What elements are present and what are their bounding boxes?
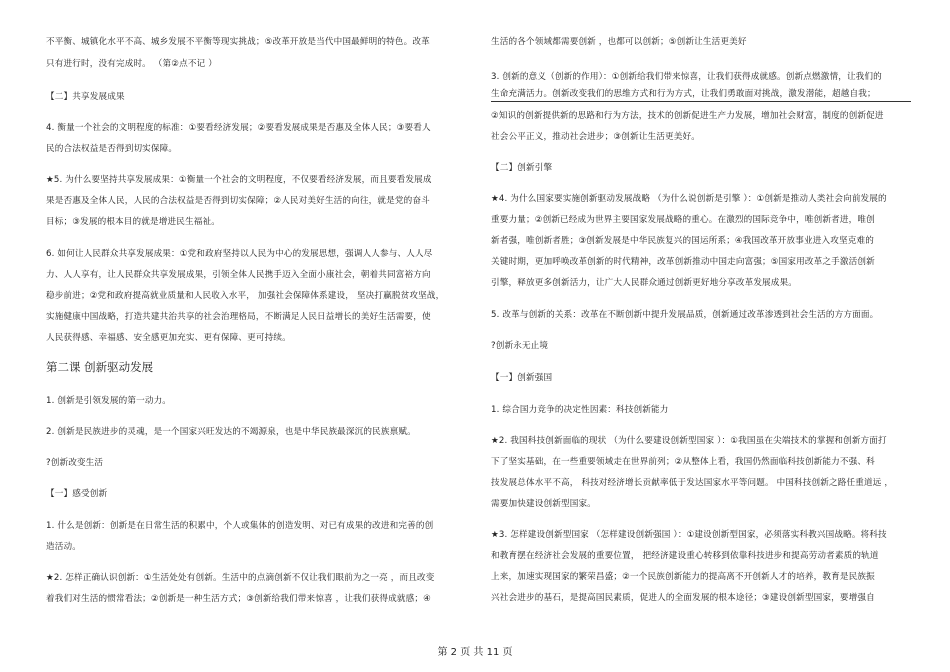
text-line: 4. 衡量一个社会的文明程度的标准：①要看经济发展；②要看发展成果是否惠及全体人民；③要看人 [46, 123, 431, 133]
text-line: ★2. 怎样正确认识创新：①生活处处有创新。生活中的点滴创新不仅让我们眼前为之一亮 ，而且改变 [46, 573, 435, 583]
text-line: 重要力量；②创新已经成为世界主要国家发展战略的重心。在激烈的国际竞争中，唯创新者进，唯创 [491, 215, 875, 225]
text-line: 1. 创新是引领发展的第一动力。 [46, 396, 172, 406]
text-line: 社会公平正义，推动社会进步；③创新让生活更美好。 [491, 132, 700, 142]
section-heading: 【一】创新强国 [491, 373, 553, 383]
text-line: 兴社会进步的基石，是提高国民素质，促进人的全面发展的根本途径；③建设创新型国家，要增强自 [491, 593, 875, 603]
text-line: 和教育摆在经济社会发展的重要位置， 把经济建设重心转移到依靠科技进步和提高劳动者素质的轨道 [491, 551, 879, 561]
text-line: 民的合法权益是否得到切实保障。 [46, 144, 178, 154]
text-line: ★5. 为什么要坚持共享发展成果：①衡量一个社会的文明程度，不仅要看经济发展，而且要看发展成 [46, 175, 432, 185]
page-number-footer: 第 2 页 共 11 页 [437, 647, 513, 658]
subsection-title: ?创新永无止境 [491, 341, 549, 351]
section-heading: 【二】创新引擎 [491, 163, 553, 173]
text-line: ②知识的创新提供新的思路和行为方法，技术的创新促进生产力发展，增加社会财富，制度的创新促进 [491, 111, 884, 121]
text-line: ★2. 我国科技创新面临的现状 （为什么要建设创新型国家 ）：①我国虽在尖端技术的掌握和创新方面打 [491, 436, 887, 446]
text-line: 上来，加速实现国家的繁荣昌盛；②一个民族创新能力的提高离不开创新人才的培养，教育是民族振 [491, 572, 875, 582]
text-line: 5. 改革与创新的关系：改革在不断创新中提升发展品质，创新通过改革渗透到社会生活的方方面面。 [491, 310, 879, 320]
text-line: 果是否惠及全体人民，人民的合法权益是否得到切实保障；②人民对美好生活的向往，就是党的奋斗 [46, 196, 430, 206]
subsection-title: ?创新改变生活 [46, 458, 104, 468]
text-line: 6. 如何让人民群众共享发展成果：①党和政府坚持以人民为中心的发展思想，强调人人参与、人人尽 [46, 249, 433, 259]
section-heading: 【二】共享发展成果 [46, 92, 125, 102]
text-line: 人民获得感、幸福感、安全感更加充实、更有保障、更可持续。 [46, 333, 291, 343]
text-line: ★3. 怎样建设创新型国家 （怎样建设创新强国 ）：①建设创新型国家，必须落实科教兴国战略。将科技 [491, 530, 887, 540]
underlined-line: 生命充满活力。创新改变我们的思维方式和行为方式，让我们勇敢面对挑战，激发潜能，超越自我； [491, 88, 911, 102]
text-line: 1. 综合国力竞争的决定性因素：科技创新能力 [491, 405, 669, 415]
text-line: 关键时期，更加呼唤改革创新的时代精神，改革创新推动中国走向富强；⑤国家用改革之手激活创新 [491, 257, 875, 267]
text-line: 只有进行时，没有完成时。 （第②点不记 ） [46, 59, 218, 69]
lesson-title: 第二课 创新驱动发展 [46, 360, 154, 374]
text-line: 下了坚实基础，在一些重要领域走在世界前列；②从整体上看，我国仍然面临科技创新能力不强、科 [491, 457, 875, 467]
text-line: 力、人人享有，让人民群众共享发展成果，引领全体人民携手迈入全面小康社会，朝着共同富裕方向 [46, 270, 431, 280]
text-line: 不平衡、城镇化水平不高、城乡发展不平衡等现实挑战；⑤改革开放是当代中国最鲜明的特色。改革 [46, 37, 430, 47]
text-line: 目标；③发展的根本目的就是增进民生福祉。 [46, 217, 220, 227]
text-line: 实施健康中国战略，打造共建共治共享的社会治理格局，不断满足人民日益增长的美好生活需要，使 [46, 312, 431, 322]
text-line: 稳步前进；②党和政府提高就业质量和人民收入水平， 加强社会保障体系建设， 坚决打赢脱贫攻坚战， [46, 291, 445, 301]
section-heading: 【一】感受创新 [46, 489, 108, 499]
text-line: 着我们对生活的惯常看法；②创新是一种生活方式；③创新给我们带来惊喜 ，让我们获得成就感；④ [46, 594, 431, 604]
text-line: 2. 创新是民族进步的灵魂，是一个国家兴旺发达的不竭源泉，也是中华民族最深沉的民族禀赋。 [46, 427, 416, 437]
text-line: 引擎，释放更多创新活力，让广大人民群众通过创新更好地分享改革发展成果。 [491, 278, 798, 288]
text-line: 新者强，唯创新者胜；③创新发展是中华民族复兴的国运所系；④我国改革开放事业进入攻坚克难的 [491, 236, 874, 246]
text-line: 3. 创新的意义（创新的作用）：①创新给我们带来惊喜，让我们获得成就感。创新点燃激情，让我们的 [491, 72, 882, 82]
text-line: 技发展总体水平不高， 科技对经济增长贡献率低于发达国家水平等问题。 中国科技创新之路任重道远 ， [491, 478, 894, 488]
text-line: 1. 什么是创新：创新是在日常生活的积累中，个人或集体的创造发明、对已有成果的改进和完善的创 [46, 521, 434, 531]
text-line: ★4. 为什么国家要实施创新驱动发展战略 （为什么说创新是引擎 ）：①创新是推动人类社会向前发展的 [491, 194, 887, 204]
text-line: 生活的各个领域都需要创新 ，也都可以创新；⑤创新让生活更美好 [491, 37, 747, 47]
text-line: 造活动。 [46, 542, 81, 552]
text-line: 需要加快建设创新型国家。 [491, 499, 596, 509]
